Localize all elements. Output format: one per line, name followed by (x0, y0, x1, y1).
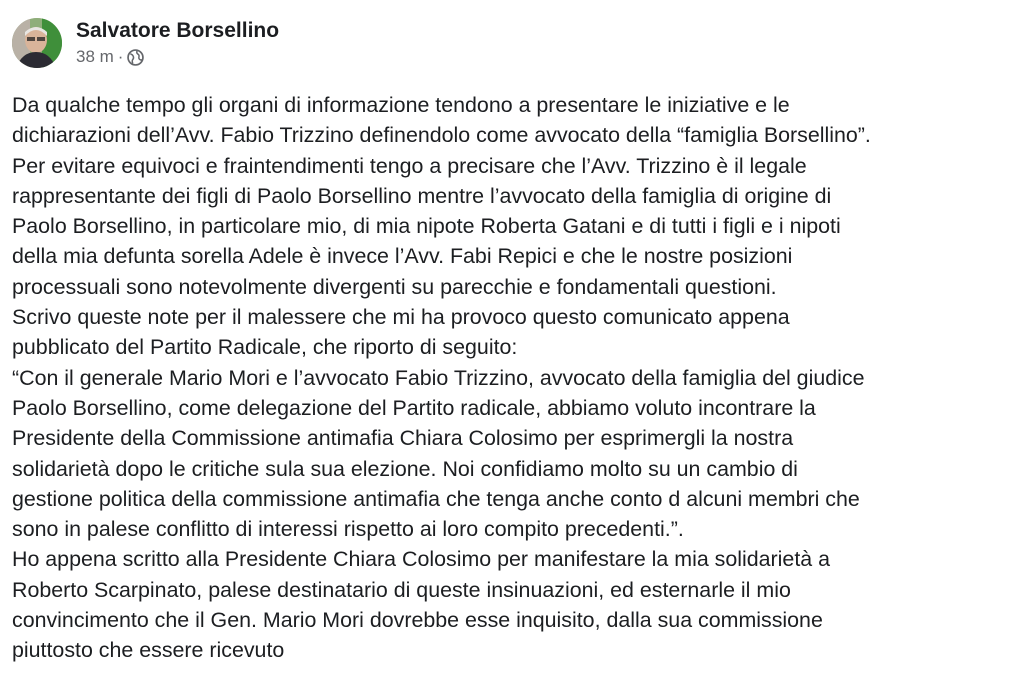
post-header (12, 0, 1024, 78)
avatar[interactable] (12, 18, 62, 68)
globe-icon[interactable] (127, 49, 144, 66)
avatar-image (12, 18, 62, 68)
post-text-line: “Con il generale Mario Mori e l’avvocato Fabio Trizzino, avvocato della famiglia del giudice (12, 365, 865, 390)
post-text (12, 90, 1024, 666)
post-text-line: Paolo Borsellino, in particolare mio, di mia nipote Roberta Gatani e di tutti i figli e i nipoti (12, 214, 841, 239)
post-text-line: piuttosto che essere ricevuto (12, 638, 285, 663)
post-text-line: dichiarazioni dell’Avv. Fabio Trizzino definendolo come avvocato della “famiglia Borsellino”. (12, 123, 871, 148)
separator-dot: · (117, 47, 124, 66)
post-text-line: Da qualche tempo gli organi di informazione tendono a presentare le iniziative e le (12, 93, 790, 117)
post-text-line: rappresentante dei figli di Paolo Borsellino mentre l’avvocato della famiglia di origine di (12, 183, 832, 208)
post-meta (76, 18, 279, 67)
post-text-line: solidarietà dopo le critiche sula sua elezione. Noi confidiamo molto su un cambio di (12, 456, 798, 481)
post-text-line: Roberto Scarpinato, palese destinatario di queste insinuazioni, ed esternarle il mio (12, 577, 791, 602)
post-text-line: della mia defunta sorella Adele è invece l’Avv. Fabi Repici e che le nostre posizioni (12, 244, 793, 269)
post-timestamp[interactable]: 38 m (76, 47, 114, 66)
post-text-line: convincimento che il Gen. Mario Mori dovrebbe esse inquisito, dalla sua commissione (12, 608, 823, 633)
post-text-line: sono in palese conflitto di interessi rispetto ai loro compito precedenti.”. (12, 517, 684, 542)
post-text-line: pubblicato del Partito Radicale, che riporto di seguito: (12, 335, 518, 360)
post-time-row (76, 47, 279, 67)
post-text-line: Scrivo queste note per il malessere che mi ha provoco questo comunicato appena (12, 305, 790, 330)
post-text-line: Per evitare equivoci e fraintendimenti tengo a precisare che l’Avv. Trizzino è il legale (12, 153, 807, 178)
post-text-line: gestione politica della commissione antimafia che tenga anche conto d alcuni membri che (12, 486, 860, 511)
post-text-line: Paolo Borsellino, come delegazione del Partito radicale, abbiamo voluto incontrare la (12, 395, 816, 420)
post-text-line: processuali sono notevolmente divergenti su parecchie e fondamentali questioni. (12, 274, 777, 299)
post-text-line: Presidente della Commissione antimafia Chiara Colosimo per esprimergli la nostra (12, 426, 794, 451)
author-name[interactable]: Salvatore Borsellino (76, 19, 280, 42)
post-text-line: Ho appena scritto alla Presidente Chiara Colosimo per manifestare la mia solidarietà a (12, 547, 831, 572)
